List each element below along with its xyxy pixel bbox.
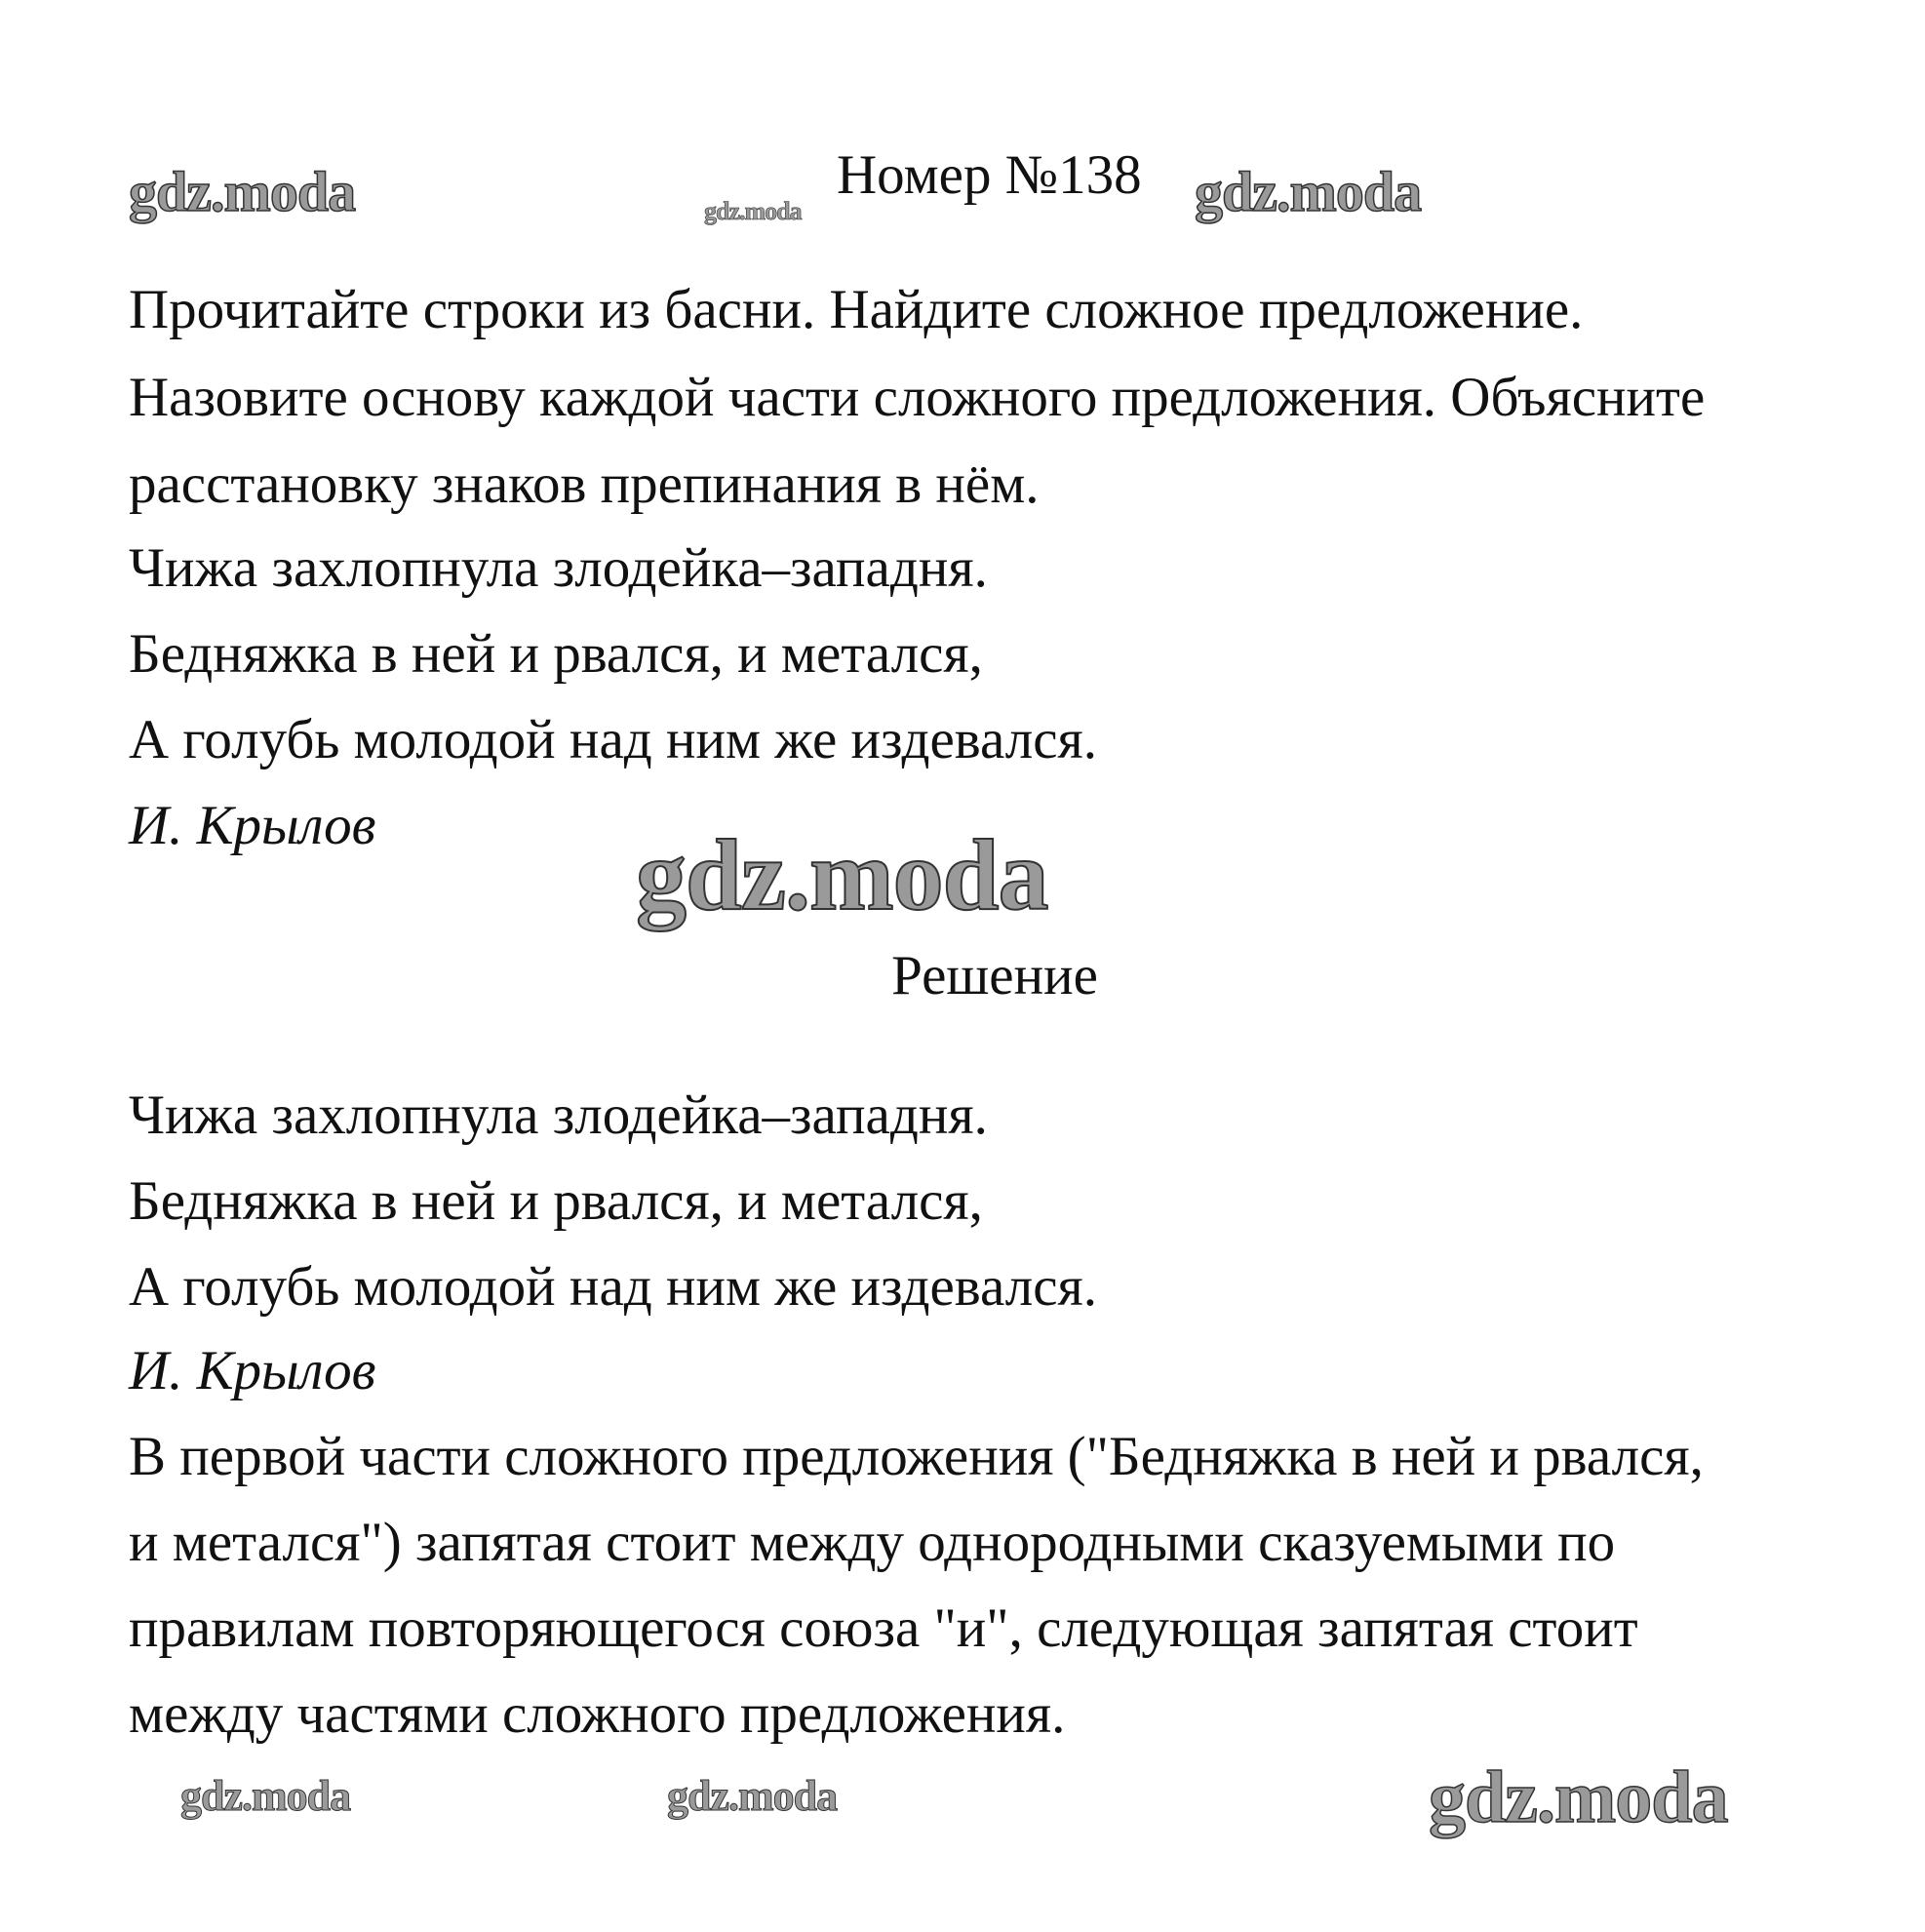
watermark: gdz.moda xyxy=(704,197,802,225)
poem-line: Чижа захлопнула злодейка–западня. xyxy=(129,537,988,599)
watermark: gdz.moda xyxy=(667,1772,838,1820)
explanation-line: между частями сложного предложения. xyxy=(129,1683,1066,1745)
poem-line: А голубь молодой над ним же издевался. xyxy=(129,1256,1097,1318)
explanation-line: правилам повторяющегося союза "и", следующая запятая стоит xyxy=(129,1597,1638,1659)
page-title: Номер №138 xyxy=(837,144,1142,206)
explanation-line: В первой части сложного предложения ("Бедняжка в ней и рвался, xyxy=(129,1426,1704,1487)
watermark: gdz.moda xyxy=(180,1772,351,1820)
poem-line: Бедняжка в ней и рвался, и метался, xyxy=(129,1170,983,1232)
poem-author: И. Крылов xyxy=(129,1340,376,1401)
task-line: Назовите основу каждой части сложного предложения. Объясните xyxy=(129,367,1706,428)
watermark: gdz.moda xyxy=(636,819,1048,931)
watermark: gdz.moda xyxy=(1195,160,1422,223)
task-line: расстановку знаков препинания в нём. xyxy=(129,453,1040,515)
poem-line: Бедняжка в ней и рвался, и метался, xyxy=(129,623,983,685)
poem-line: А голубь молодой над ним же издевался. xyxy=(129,709,1097,770)
watermark: gdz.moda xyxy=(1429,1756,1728,1838)
explanation-line: и метался") запятая стоит между однородными сказуемыми по xyxy=(129,1512,1616,1573)
poem-author: И. Крылов xyxy=(129,795,376,856)
watermark: gdz.moda xyxy=(129,160,356,223)
poem-line: Чижа захлопнула злодейка–западня. xyxy=(129,1084,988,1146)
solution-heading: Решение xyxy=(891,945,1098,1006)
task-line: Прочитайте строки из басни. Найдите сложное предложение. xyxy=(129,279,1584,340)
